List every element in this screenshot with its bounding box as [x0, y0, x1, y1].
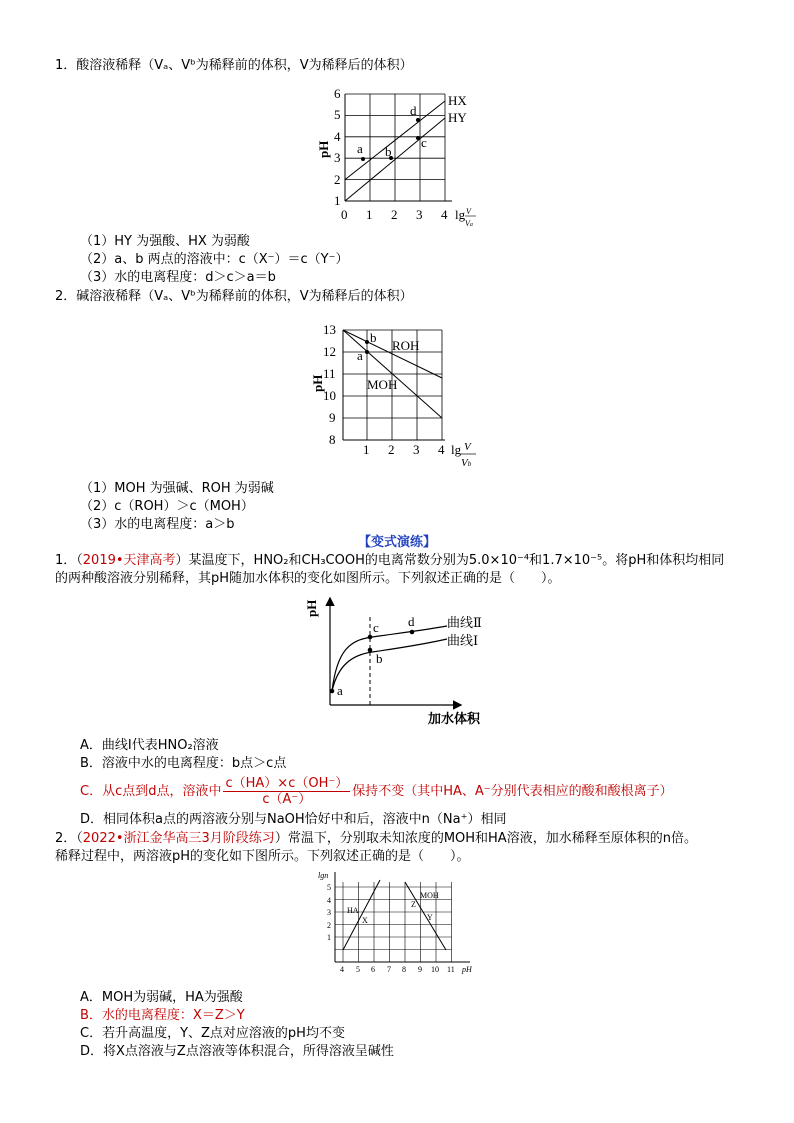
svg-text:8: 8: [329, 432, 336, 447]
series-ha-line: [343, 880, 380, 950]
svg-text:5: 5: [334, 107, 341, 122]
series-curve-2: [332, 626, 447, 691]
svg-text:pH: pH: [462, 965, 472, 974]
svg-text:6: 6: [371, 965, 375, 974]
svg-text:4: 4: [438, 442, 445, 457]
svg-text:HX: HX: [448, 93, 467, 108]
point-b: [368, 648, 373, 653]
section2-point-3: （3）水的电离程度：a＞b: [80, 517, 235, 532]
svg-text:2: 2: [388, 442, 395, 457]
svg-text:10: 10: [323, 388, 336, 403]
svg-text:5: 5: [327, 883, 331, 892]
svg-text:1: 1: [363, 442, 370, 457]
svg-text:5: 5: [356, 965, 360, 974]
point-a: [330, 689, 335, 694]
svg-text:a: a: [357, 348, 363, 363]
svg-text:a: a: [337, 683, 343, 698]
svg-text:4: 4: [340, 965, 344, 974]
svg-text:Z: Z: [411, 900, 416, 909]
svg-text:c: c: [373, 620, 379, 635]
point-b: [365, 340, 369, 344]
q1-option-d: D．相同体积a点的两溶液分别与NaOH恰好中和后，溶液中n（Na⁺）相同: [80, 812, 507, 827]
point-a: [361, 157, 365, 161]
base-dilution-chart: [0, 320, 794, 480]
svg-text:V: V: [466, 207, 471, 216]
q1-option-b: B．溶液中水的电离程度：b点＞c点: [80, 756, 287, 771]
svg-text:d: d: [408, 614, 415, 629]
svg-text:3: 3: [413, 442, 420, 457]
point-d: [410, 630, 415, 635]
svg-text:曲线Ⅰ: 曲线Ⅰ: [447, 633, 479, 648]
q1-option-c: C．从c点到d点，溶液中 $\frac{c(HA)\times c(OH^-)}{c(A^-)}$ 保持不变（其中HA、A⁻分别代表相应的酸和酸根离子）: [80, 776, 673, 807]
q2-stem-line1: 2．（2022•浙江金华高三3月阶段练习）常温下，分别取未知浓度的MOH和HA溶液，加水稀释至原体积的n倍。: [55, 831, 697, 846]
q2-option-c: C．若升高温度，Y、Z点对应溶液的pH均不变: [80, 1026, 345, 1041]
svg-text:MOH: MOH: [420, 891, 439, 900]
svg-text:HA: HA: [347, 906, 359, 915]
svg-text:c: c: [421, 135, 427, 150]
svg-text:3: 3: [327, 908, 331, 917]
svg-text:HY: HY: [448, 110, 467, 125]
section2-point-2: （2）c（ROH）＞c（MOH）: [80, 499, 254, 514]
svg-text:13: 13: [323, 322, 336, 337]
svg-text:11: 11: [447, 965, 455, 974]
practice-heading: 【变式演练】: [357, 535, 436, 550]
svg-text:3: 3: [416, 207, 423, 222]
svg-text:4: 4: [327, 896, 331, 905]
svg-text:lg: lg: [451, 442, 462, 457]
section1-title: 1．酸溶液稀释（Vₐ、Vᵇ为稀释前的体积，V为稀释后的体积）: [55, 58, 413, 73]
point-d: [416, 118, 420, 122]
svg-text:ROH: ROH: [392, 338, 420, 353]
svg-text:lg: lg: [455, 207, 466, 222]
svg-text:9: 9: [329, 410, 336, 425]
svg-text:2: 2: [391, 207, 398, 222]
svg-text:b: b: [376, 651, 383, 666]
section1-point-1: （1）HY 为强酸、HX 为弱酸: [80, 234, 250, 249]
svg-text:1: 1: [334, 193, 341, 208]
svg-text:d: d: [410, 103, 417, 118]
section1-point-2: （2）a、b 两点的溶液中：c（X⁻）＝c（Y⁻）: [80, 252, 349, 267]
svg-text:Vb: Vb: [461, 457, 472, 469]
q2-option-b: B．水的电离程度：X＝Z＞Y: [80, 1008, 245, 1023]
svg-text:Y: Y: [427, 913, 433, 922]
svg-text:4: 4: [334, 129, 341, 144]
svg-text:6: 6: [334, 86, 341, 101]
svg-text:12: 12: [323, 344, 336, 359]
svg-text:0: 0: [341, 207, 348, 222]
svg-text:V: V: [464, 441, 471, 453]
svg-text:1: 1: [327, 933, 331, 942]
svg-text:曲线Ⅱ: 曲线Ⅱ: [447, 615, 482, 630]
svg-text:lgn: lgn: [318, 871, 329, 880]
svg-text:b: b: [385, 144, 392, 159]
svg-text:X: X: [362, 916, 368, 925]
svg-text:9: 9: [418, 965, 422, 974]
q1-stem-line2: 的两种酸溶液分别稀释，其pH随加水体积的变化如图所示。下列叙述正确的是（ ）。: [55, 571, 561, 586]
svg-text:a: a: [357, 141, 363, 156]
svg-text:pH: pH: [304, 599, 319, 617]
section2-point-1: （1）MOH 为强碱、ROH 为弱碱: [80, 481, 274, 496]
svg-text:pH: pH: [316, 140, 331, 158]
svg-text:10: 10: [431, 965, 439, 974]
svg-text:8: 8: [402, 965, 406, 974]
q2-stem-line2: 稀释过程中，两溶液pH的变化如下图所示。下列叙述正确的是（ ）。: [55, 849, 470, 864]
svg-text:11: 11: [323, 366, 336, 381]
svg-text:3: 3: [334, 150, 341, 165]
point-c: [416, 136, 420, 140]
q1-stem-line1: 1．（2019•天津高考）某温度下，HNO₂和CH₃COOH的电离常数分别为5.0×10⁻⁴和1.7×10⁻⁵。将pH和体积均相同: [55, 553, 725, 568]
q2-option-a: A．MOH为弱碱，HA为强酸: [80, 990, 243, 1005]
svg-text:2: 2: [334, 172, 341, 187]
svg-text:4: 4: [441, 207, 448, 222]
q1-dilution-chart: [0, 595, 794, 735]
q1-option-a: A．曲线Ⅰ代表HNO₂溶液: [80, 738, 219, 753]
svg-text:Va: Va: [465, 219, 473, 228]
q2-dilution-chart: [0, 870, 794, 980]
q2-option-d: D．将X点溶液与Z点溶液等体积混合，所得溶液呈碱性: [80, 1044, 394, 1059]
section1-point-3: （3）水的电离程度：d＞c＞a＝b: [80, 270, 276, 285]
svg-text:MOH: MOH: [367, 377, 398, 392]
svg-text:7: 7: [387, 965, 391, 974]
svg-text:1: 1: [366, 207, 373, 222]
svg-text:pH: pH: [310, 374, 325, 392]
svg-text:加水体积: 加水体积: [428, 711, 481, 726]
point-c: [368, 635, 373, 640]
svg-text:2: 2: [327, 921, 331, 930]
point-a: [365, 350, 369, 354]
svg-text:b: b: [370, 330, 377, 345]
q1-option-c-fraction: $\frac{c(HA)\times c(OH^-)}{c(A^-)}$: [225, 776, 349, 807]
section2-title: 2．碱溶液稀释（Vₐ、Vᵇ为稀释前的体积，V为稀释后的体积）: [55, 289, 413, 304]
